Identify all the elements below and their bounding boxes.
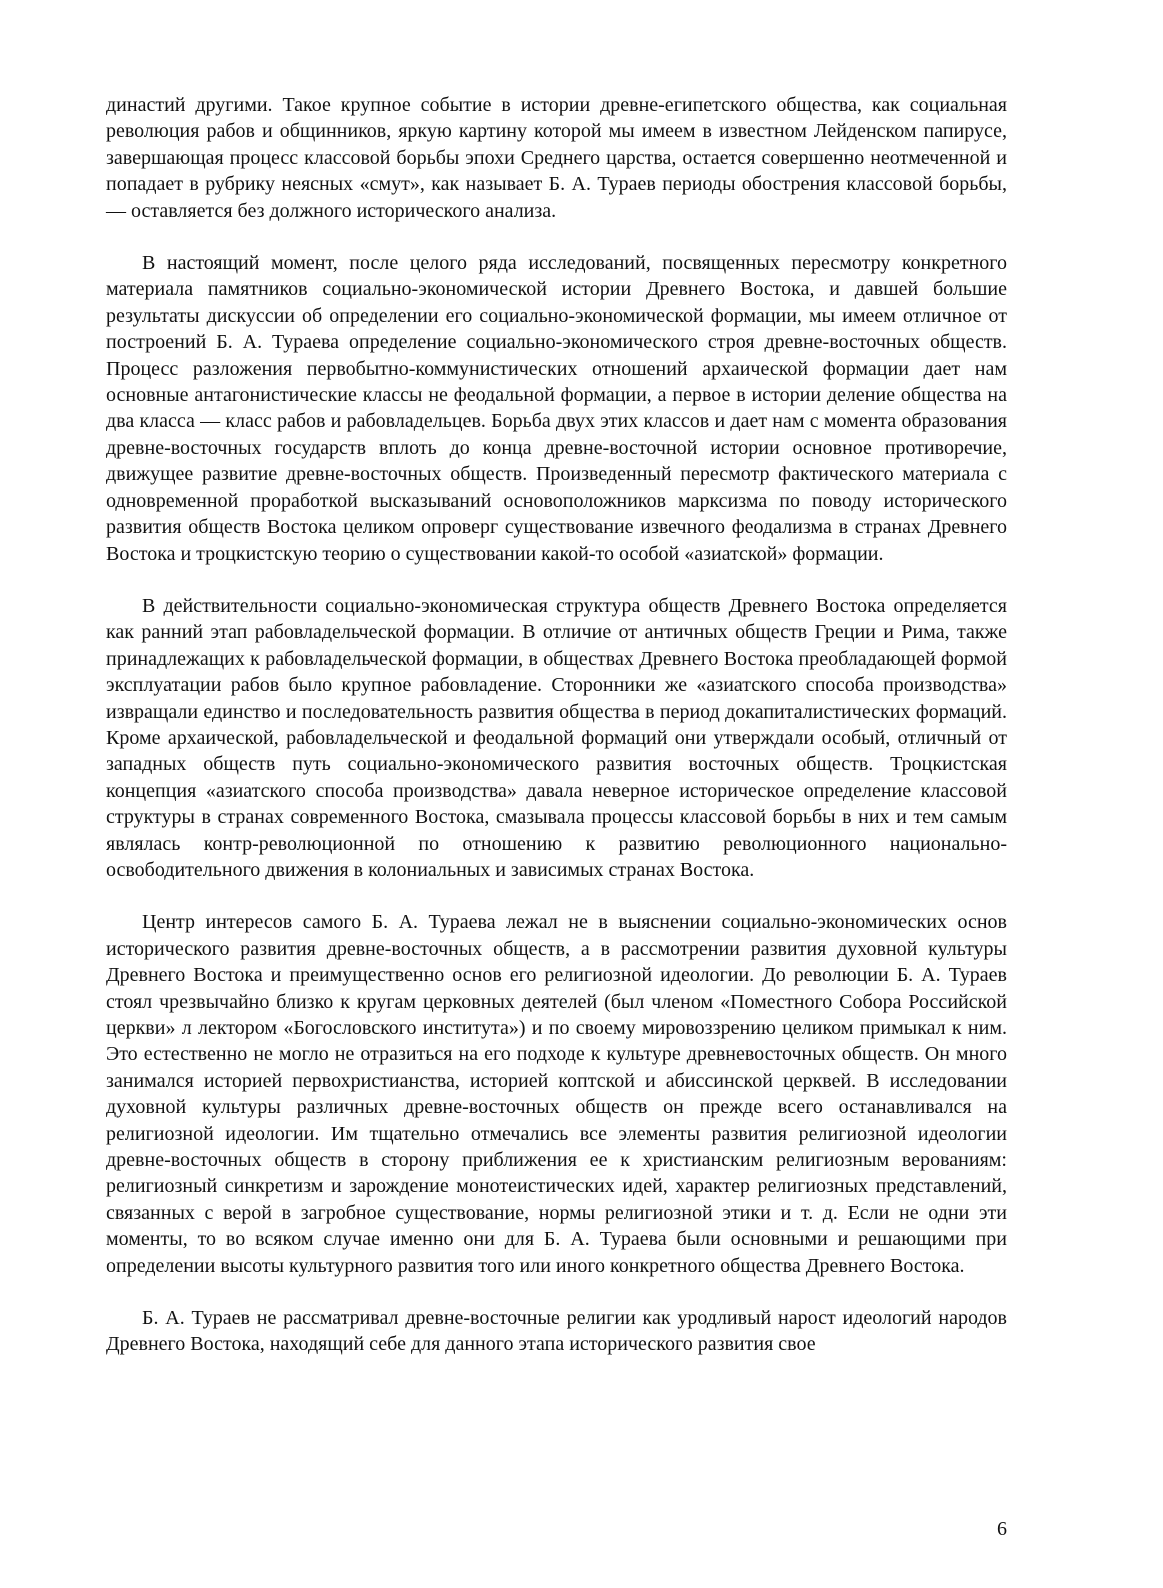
- paragraph-continuation: династий другими. Такое крупное событие в истории древне-египетского общества, как социальная революция рабов и общинников, яркую картину которой мы имеем в известном Лейденском папирусе, завершающая процесс классовой борьбы эпохи Среднего царства, остается совершенно неотмеченной и попадает в рубрику неясных «смут», как называет Б. А. Тураев периоды обострения классовой борьбы, — оставляется без должного исторического анализа.: [106, 94, 1007, 222]
- paragraph-religions: Б. А. Тураев не рассматривал древне-восточные религии как уродливый нарост идеологий народов Древнего Востока, находящий себе для данного этапа исторического развития свое: [106, 1307, 1007, 1356]
- paragraph-modern-view: В настоящий момент, после целого ряда исследований, посвященных пересмотру конкретного материала памятников социально-экономической истории Древнего Востока, и давшей большие результаты дискуссии об определении его социально-экономической формации, мы имеем отличное от построений Б. А. Тураева определение социально-экономического строя древне-восточных обществ. Процесс разложения первобытно-коммунистических отношений архаической формации дает нам основные антагонистические классы не феодальной формации, а первое в истории деление общества на два класса — класс рабов и рабовладельцев. Борьба двух этих классов и дает нам с момента образования древне-восточных государств вплоть до конца древне-восточной истории основное противоречие, движущее развитие древне-восточных обществ. Произведенный пересмотр фактического материала с одновременной проработкой высказываний основоположников марксизма по поводу исторического развития обществ Востока целиком опроверг существование извечного феодализма в странах Древнего Востока и троцкистскую теорию о существовании какой-то особой «азиатской» формации.: [106, 252, 1007, 565]
- paragraph-slave-formation: В действительности социально-экономическая структура обществ Древнего Востока определяется как ранний этап рабовладельческой формации. В отличие от античных обществ Греции и Рима, также принадлежащих к рабовладельческой формации, в обществах Древнего Востока преобладающей формой эксплуатации рабов было крупное рабовладение. Сторонники же «азиатского способа производства» извращали единство и последовательность развития общества в период докапиталистических формаций. Кроме архаической, рабовладельческой и феодальной формаций они утверждали особый, отличный от западных обществ путь социально-экономического развития восточных обществ. Троцкистская концепция «азиатского способа производства» давала неверное историческое определение классовой структуры в странах современного Востока, смазывала процессы классовой борьбы в них и тем самым являлась контр-революционной по отношению к развитию революционного национально-освободительного движения в колониальных и зависимых странах Востока.: [106, 594, 1007, 881]
- document-page: [106, 92, 1007, 1384]
- paragraph-turaev-interests: Центр интересов самого Б. А. Тураева лежал не в выяснении социально-экономических основ исторического развития древне-восточных обществ, а в рассмотрении развития духовной культуры Древнего Востока и преимущественно основ его религиозной идеологии. До революции Б. А. Тураев стоял чрезвычайно близко к кругам церковных деятелей (был членом «Поместного Собора Российской церкви» л лектором «Богословского института») и по своему мировоззрению целиком примыкал к ним. Это естественно не могло не отразиться на его подходе к культуре древневосточных обществ. Он много занимался историей первохристианства, историей коптской и абиссинской церквей. В исследовании духовной культуры различных древне-восточных обществ он прежде всего останавливался на религиозной идеологии. Им тщательно отмечались все элементы развития религиозной идеологии древне-восточных обществ в сторону приближения ее к христианским религиозным верованиям: религиозный синкретизм и зарождение монотеистических идей, характер религиозных представлений, связанных с верой в загробное существование, нормы религиозной этики и т. д. Если не одни эти моменты, то во всяком случае именно они для Б. А. Тураева были основными и решающими при определении высоты культурного развития того или иного конкретного общества Древнего Востока.: [106, 911, 1007, 1277]
- page-number: 6: [997, 1518, 1007, 1540]
